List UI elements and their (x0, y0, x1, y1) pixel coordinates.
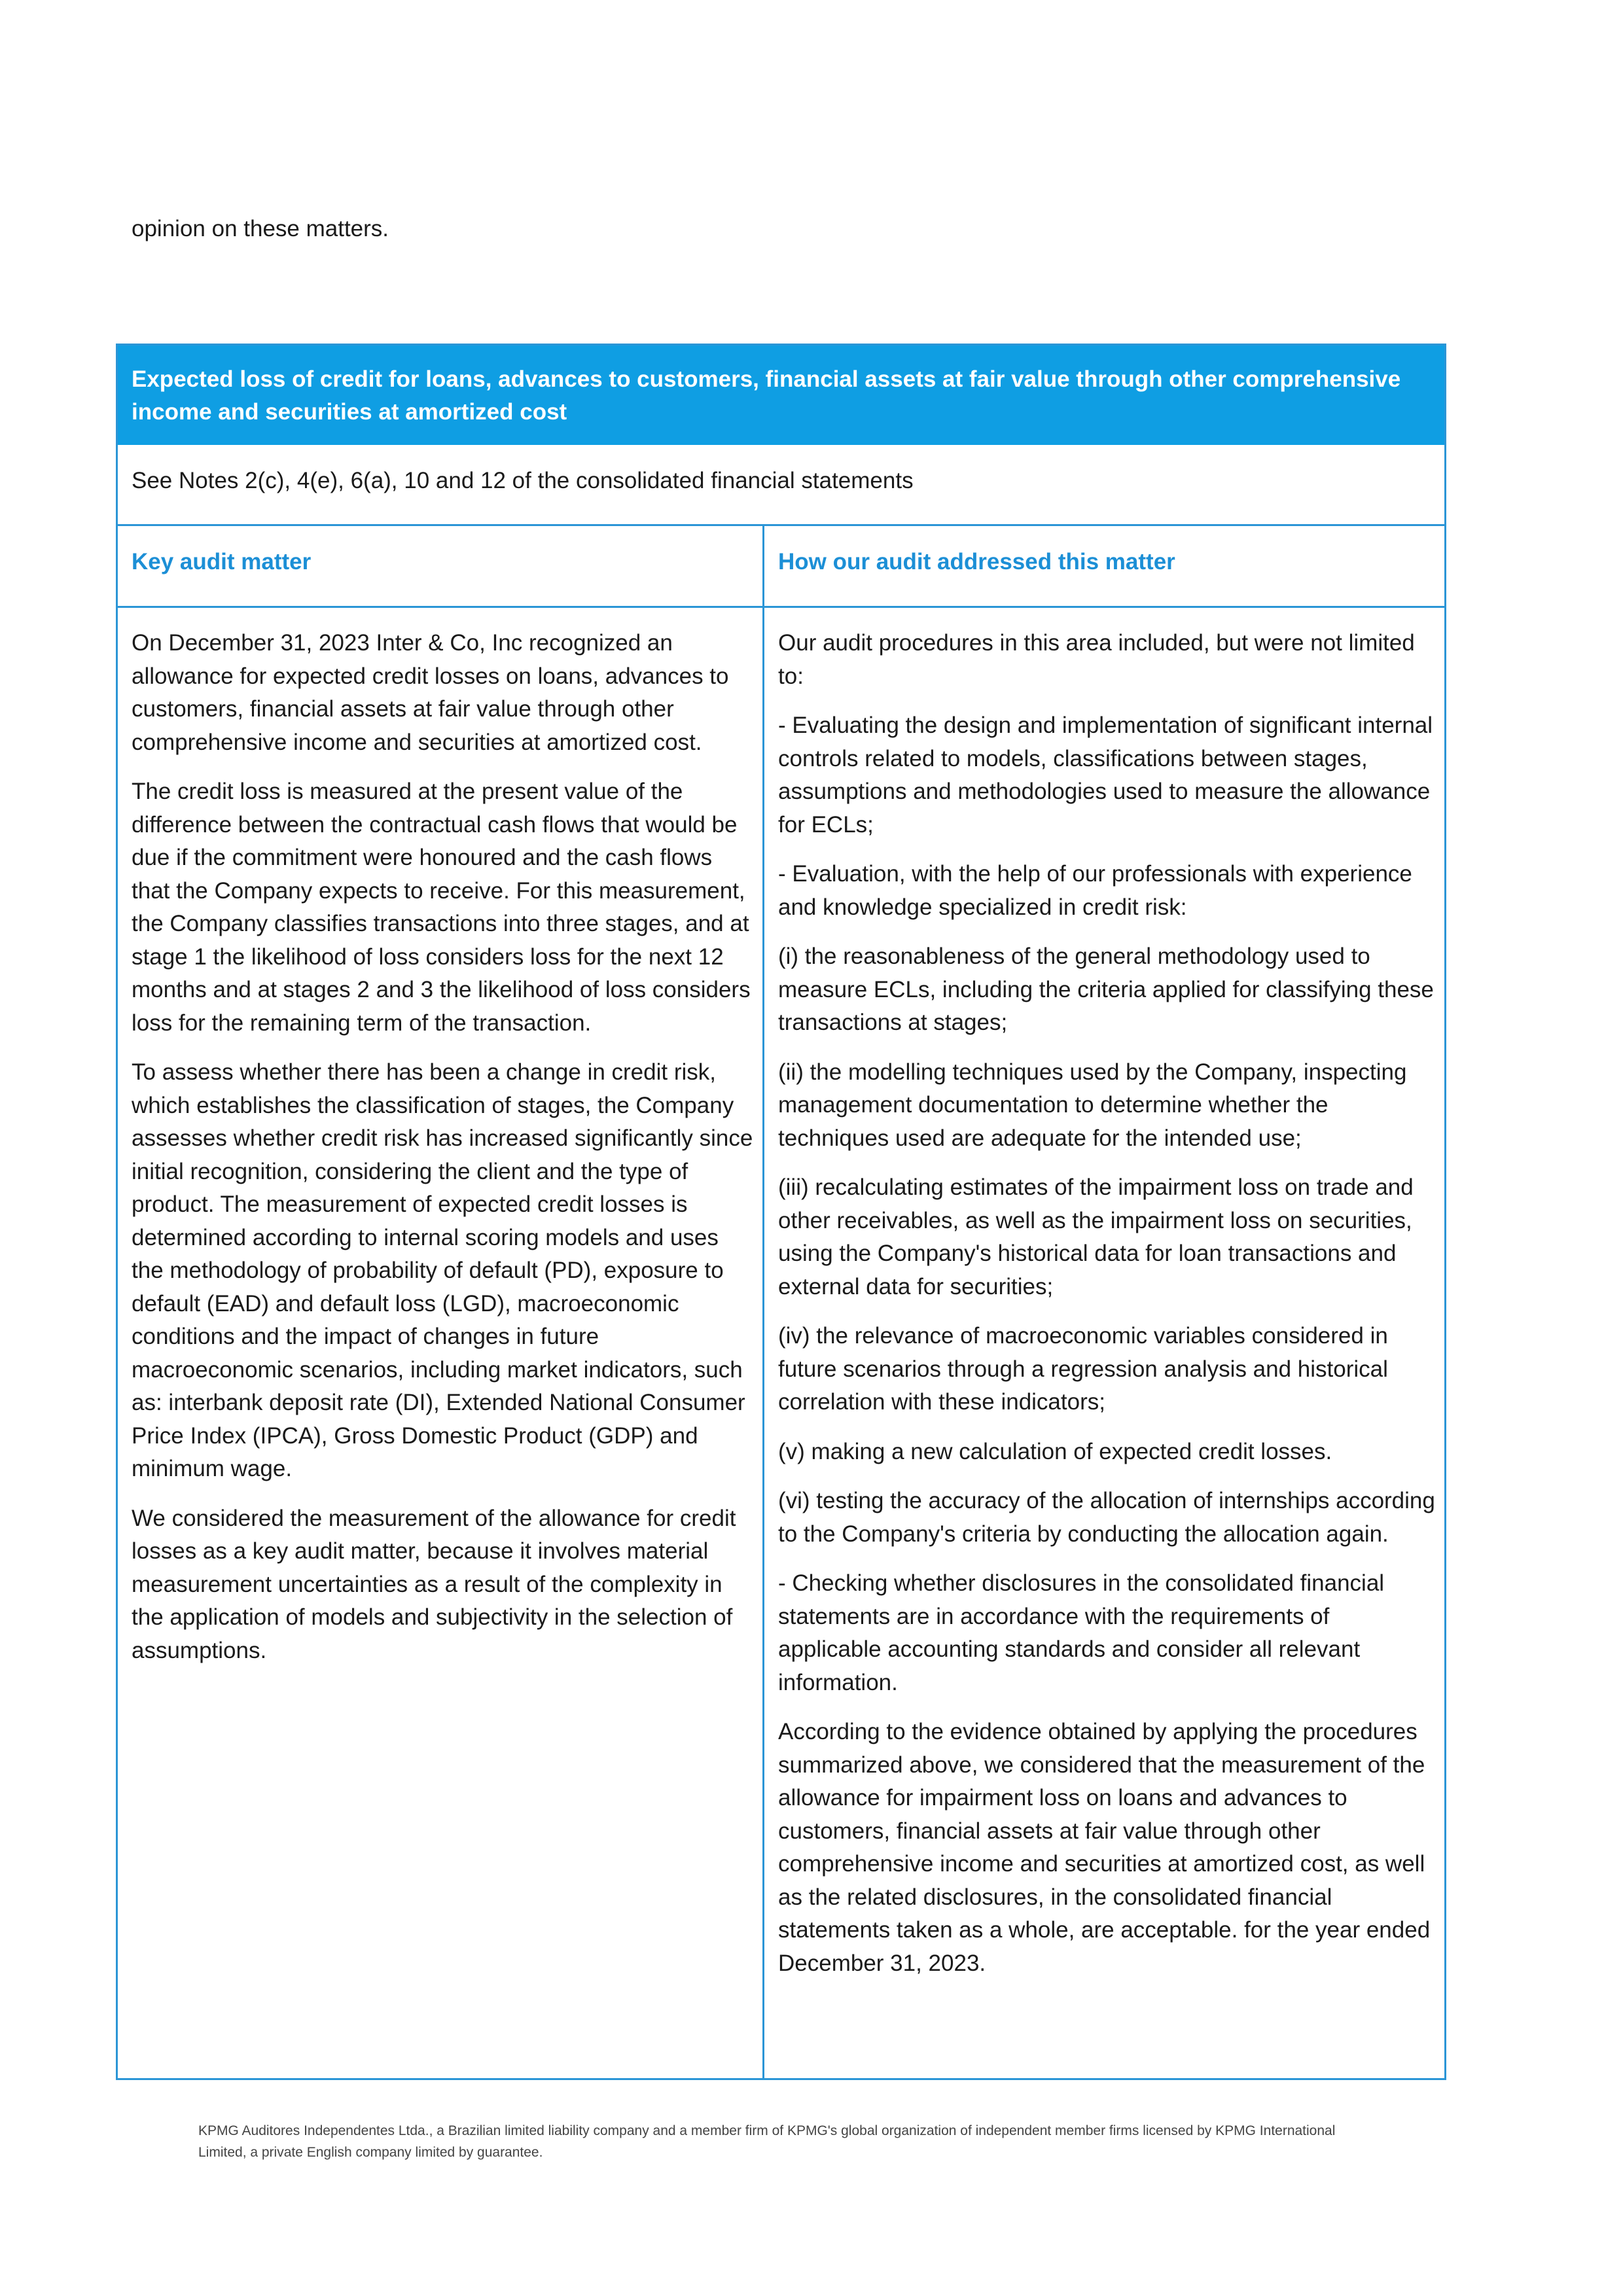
paragraph: To assess whether there has been a change in credit risk, which establishes the classification of stages, the Company assesses whether credit risk has increased significantly since initial recognition, considering the client and the type of product. The measurement of expected credit losses is determined according to internal scoring models and uses the methodology of probability of default (PD), exposure to default (EAD) and default loss (LGD), macroeconomic conditions and the impact of changes in future macroeconomic scenarios, including market indicators, such as: interbank deposit rate (DI), Extended National Consumer Price Index (IPCA), Gross Domestic Product (GDP) and minimum wage. (132, 1059, 753, 1481)
paragraph: According to the evidence obtained by applying the procedures summarized above, we considered that the measurement of the allowance for impairment loss on loans and advances to customers, financial assets at fair value through other comprehensive income and securities at amortized cost, as well as the related disclosures, in the consolidated financial statements taken as a whole, are acceptable. for the year ended December 31, 2023. (778, 1719, 1431, 1976)
paragraph: - Evaluation, with the help of our professionals with experience and knowledge specialized in credit risk: (778, 861, 1412, 920)
key-audit-matter-table (116, 344, 1446, 2080)
intro-text: opinion on these matters. (132, 216, 389, 241)
audit-procedures-description (778, 627, 1436, 1996)
key-audit-matter-header: Key audit matter (132, 549, 312, 574)
footer-disclaimer: KPMG Auditores Independentes Ltda., a Brazilian limited liability company and a member firm of KPMG's global organization of independent member firms licensed by KPMG International Limited, a private English company limited by guarantee. (198, 2123, 1336, 2160)
audit-response-header: How our audit addressed this matter (778, 549, 1175, 574)
column-divider (762, 526, 764, 2078)
paragraph: We considered the measurement of the allowance for credit losses as a key audit matter, because it involves material measurement uncertainties as a result of the complexity in the application of models and subjectivity in the selection of assumptions. (132, 1505, 736, 1663)
paragraph: The credit loss is measured at the present value of the difference between the contractual cash flows that would be due if the commitment were honoured and the cash flows that the Company expects to receive. For this measurement, the Company classifies transactions into three stages, and at stage 1 the likelihood of loss considers loss for the next 12 months and at stages 2 and 3 the likelihood of loss considers loss for the remaining term of the transaction. (132, 779, 751, 1036)
paragraph: (iii) recalculating estimates of the impairment loss on trade and other receivables, as well as the impairment loss on securities, using the Company's historical data for loan transactions and external data for securities; (778, 1174, 1414, 1299)
paragraph: (iv) the relevance of macroeconomic variables considered in future scenarios through a regression analysis and historical correlation with these indicators; (778, 1323, 1388, 1415)
paragraph: (i) the reasonableness of the general methodology used to measure ECLs, including the criteria applied for classifying these transactions at stages; (778, 944, 1434, 1035)
paragraph: - Evaluating the design and implementation of significant internal controls related to models, classifications between stages, assumptions and methodologies used to measure the allowance for ECLs; (778, 713, 1433, 838)
paragraph: (vi) testing the accuracy of the allocation of internships according to the Company's criteria by conducting the allocation again. (778, 1488, 1435, 1547)
notes-reference: See Notes 2(c), 4(e), 6(a), 10 and 12 of the consolidated financial statements (118, 445, 1444, 526)
header-row-divider (118, 606, 1444, 608)
key-audit-matter-description (132, 627, 753, 1684)
paragraph: On December 31, 2023 Inter & Co, Inc recognized an allowance for expected credit losses on loans, advances to customers, financial assets at fair value through other comprehensive income and securities at amortized cost. (132, 630, 729, 755)
paragraph: Our audit procedures in this area included, but were not limited to: (778, 630, 1415, 689)
paragraph: (ii) the modelling techniques used by the Company, inspecting management documentation to determine whether the techniques used are adequate for the intended use; (778, 1059, 1407, 1151)
paragraph: (v) making a new calculation of expected credit losses. (778, 1438, 1332, 1464)
section-title-banner: Expected loss of credit for loans, advances to customers, financial assets at fair value through other comprehensive income and securities at amortized cost (118, 345, 1444, 445)
paragraph: - Checking whether disclosures in the consolidated financial statements are in accordance with the requirements of applicable accounting standards and consider all relevant information. (778, 1570, 1385, 1695)
